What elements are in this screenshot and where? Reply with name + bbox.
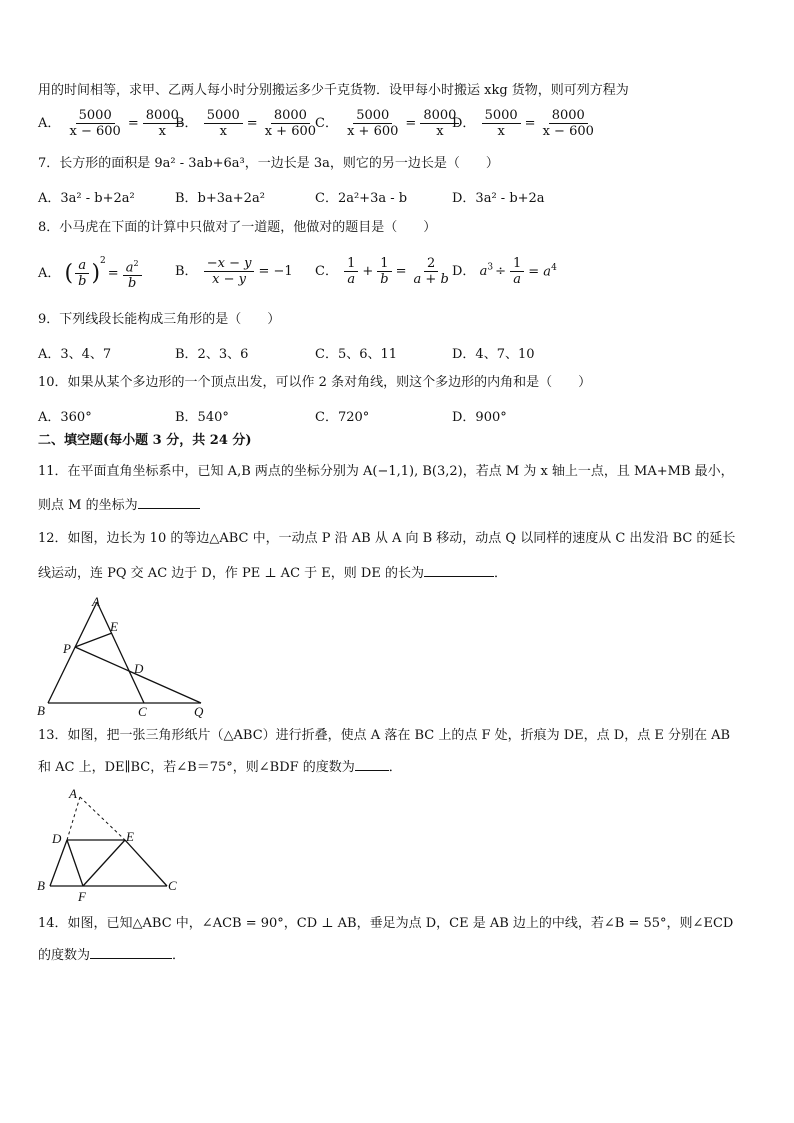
fraction: $\frac{-x - y}{x - y}$ (204, 256, 255, 287)
figure-triangle-pq (30, 592, 220, 722)
fraction: $\frac{1}{a}$ (510, 256, 524, 287)
q10-option-b: B．540° (175, 410, 229, 425)
q10-option-c: C．720° (315, 410, 370, 425)
q12-line1: 12．如图，边长为 10 的等边△ABC 中，一动点 P 沿 AB 从 A 向 B 移动，动点 Q 以同样的速度从 C 出发沿 BC 的延长 (38, 531, 736, 546)
answer-blank (355, 770, 389, 771)
q7-option-c: C．2a²+3a - b (315, 191, 408, 206)
q12-line2: 线运动，连 PQ 交 AC 边于 D，作 PE ⊥ AC 于 E，则 DE 的长为 ． (38, 566, 507, 581)
fraction: $\frac{a}{b}$ (75, 258, 89, 289)
q9-stem: 9．下列线段长能构成三角形的是（ ） (38, 312, 281, 327)
fraction: $\frac{5000}{x}$ (204, 108, 243, 139)
q6-option-d: D． $\frac{5000}{x}$ = $\frac{8000}{x - 600}$ (452, 108, 599, 139)
label-p: P (63, 641, 71, 656)
label-f: F (78, 889, 86, 904)
section-title: 二、填空题(每小题 3 分，共 24 分) (38, 433, 252, 448)
label-e: E (126, 829, 134, 844)
fraction: $\frac{5000}{x - 600}$ (69, 108, 121, 139)
q10-option-d: D．900° (452, 410, 507, 425)
label-e: E (110, 619, 118, 634)
q9-option-d: D．4、7、10 (452, 347, 535, 362)
q6-option-b: B． $\frac{5000}{x}$ = $\frac{8000}{x + 600}$ (175, 108, 321, 139)
fraction: $\frac{8000}{x}$ (420, 108, 459, 139)
q7-option-a: A．3a² - b+2a² (38, 191, 135, 206)
label-b: B (37, 703, 45, 718)
label-d: D (134, 661, 144, 676)
label-q: Q (194, 704, 204, 719)
fraction: $\frac{8000}{x + 600}$ (264, 108, 317, 139)
q8-option-c: C． $\frac{1}{a}$ + $\frac{1}{b}$ = $\frac{2}{a + b}$ (315, 256, 454, 287)
fraction: $\frac{1}{a}$ (344, 256, 358, 287)
q6-stem: 用的时间相等，求甲、乙两人每小时分别搬运多少千克货物．设甲每小时搬运 xkg 货物，则可列方程为 (38, 83, 629, 98)
fraction: $\frac{2}{a + b}$ (413, 256, 449, 287)
q9-option-b: B．2、3、6 (175, 347, 249, 362)
q11-line2: 则点 M 的坐标为 (38, 497, 200, 515)
label-d: D (52, 831, 62, 846)
answer-blank (138, 508, 200, 509)
label-b: B (37, 878, 45, 893)
q6-option-a: A． $\frac{5000}{x - 600}$ = $\frac{8000}{x}$ (38, 108, 184, 139)
q14-line1: 14．如图，已知△ABC 中，∠ACB = 90°，CD ⊥ AB，垂足为点 D，CE 是 AB 边上的中线，若∠B = 55°，则∠ECD (38, 916, 734, 931)
fraction: $\frac{1}{b}$ (377, 256, 391, 287)
q13-line2: 和 AC 上，DE∥BC，若∠B＝75°，则∠BDF 的度数为 ． (38, 760, 402, 775)
label-c: C (138, 704, 147, 719)
fraction: $\frac{8000}{x - 600}$ (542, 108, 594, 139)
q7-option-b: B．b+3a+2a² (175, 191, 265, 206)
answer-blank (90, 958, 172, 959)
q10-stem: 10．如果从某个多边形的一个顶点出发，可以作 2 条对角线，则这个多边形的内角和是（ ） (38, 375, 592, 390)
q8-option-b: B． $\frac{-x - y}{x - y}$ = −1 (175, 256, 293, 287)
q6-option-c: C． $\frac{5000}{x + 600}$ = $\frac{8000}{x}$ (315, 108, 461, 139)
fraction: $\frac{a^2}{b}$ (123, 256, 142, 291)
q8-stem: 8．小马虎在下面的计算中只做对了一道题，他做对的题目是（ ） (38, 220, 437, 235)
q9-option-c: C．5、6、11 (315, 347, 398, 362)
fraction: $\frac{5000}{x}$ (482, 108, 521, 139)
label-a: A (69, 786, 77, 801)
q14-line2: 的度数为 ． (38, 948, 186, 963)
label-c: C (168, 878, 177, 893)
q9-option-a: A．3、4、7 (38, 347, 112, 362)
q8-option-a: A． ( $\frac{a}{b}$ )$^2$= $\frac{a^2}{b}$ (38, 256, 144, 291)
q10-option-a: A．360° (38, 410, 92, 425)
q7-stem: 7．长方形的面积是 9a² - 3ab+6a³，一边长是 3a，则它的另一边长是（ ） (38, 156, 499, 171)
fraction: $\frac{5000}{x + 600}$ (347, 108, 399, 139)
q11-line1: 11．在平面直角坐标系中，已知 A,B 两点的坐标分别为 A(−1,1), B(3,2)，若点 M 为 x 轴上一点，且 MA+MB 最小， (38, 464, 734, 479)
figure-fold-triangle (30, 784, 190, 904)
q7-option-d: D．3a² - b+2a (452, 191, 545, 206)
answer-blank (424, 576, 494, 577)
q8-option-d: D． $a^3$ ÷ $\frac{1}{a}$ = $a^4$ (452, 256, 557, 287)
label-a: A (92, 594, 100, 609)
q13-line1: 13．如图，把一张三角形纸片（△ABC）进行折叠，使点 A 落在 BC 上的点 F 处，折痕为 DE，点 D，点 E 分别在 AB (38, 728, 731, 743)
fraction: $\frac{8000}{x}$ (143, 108, 182, 139)
